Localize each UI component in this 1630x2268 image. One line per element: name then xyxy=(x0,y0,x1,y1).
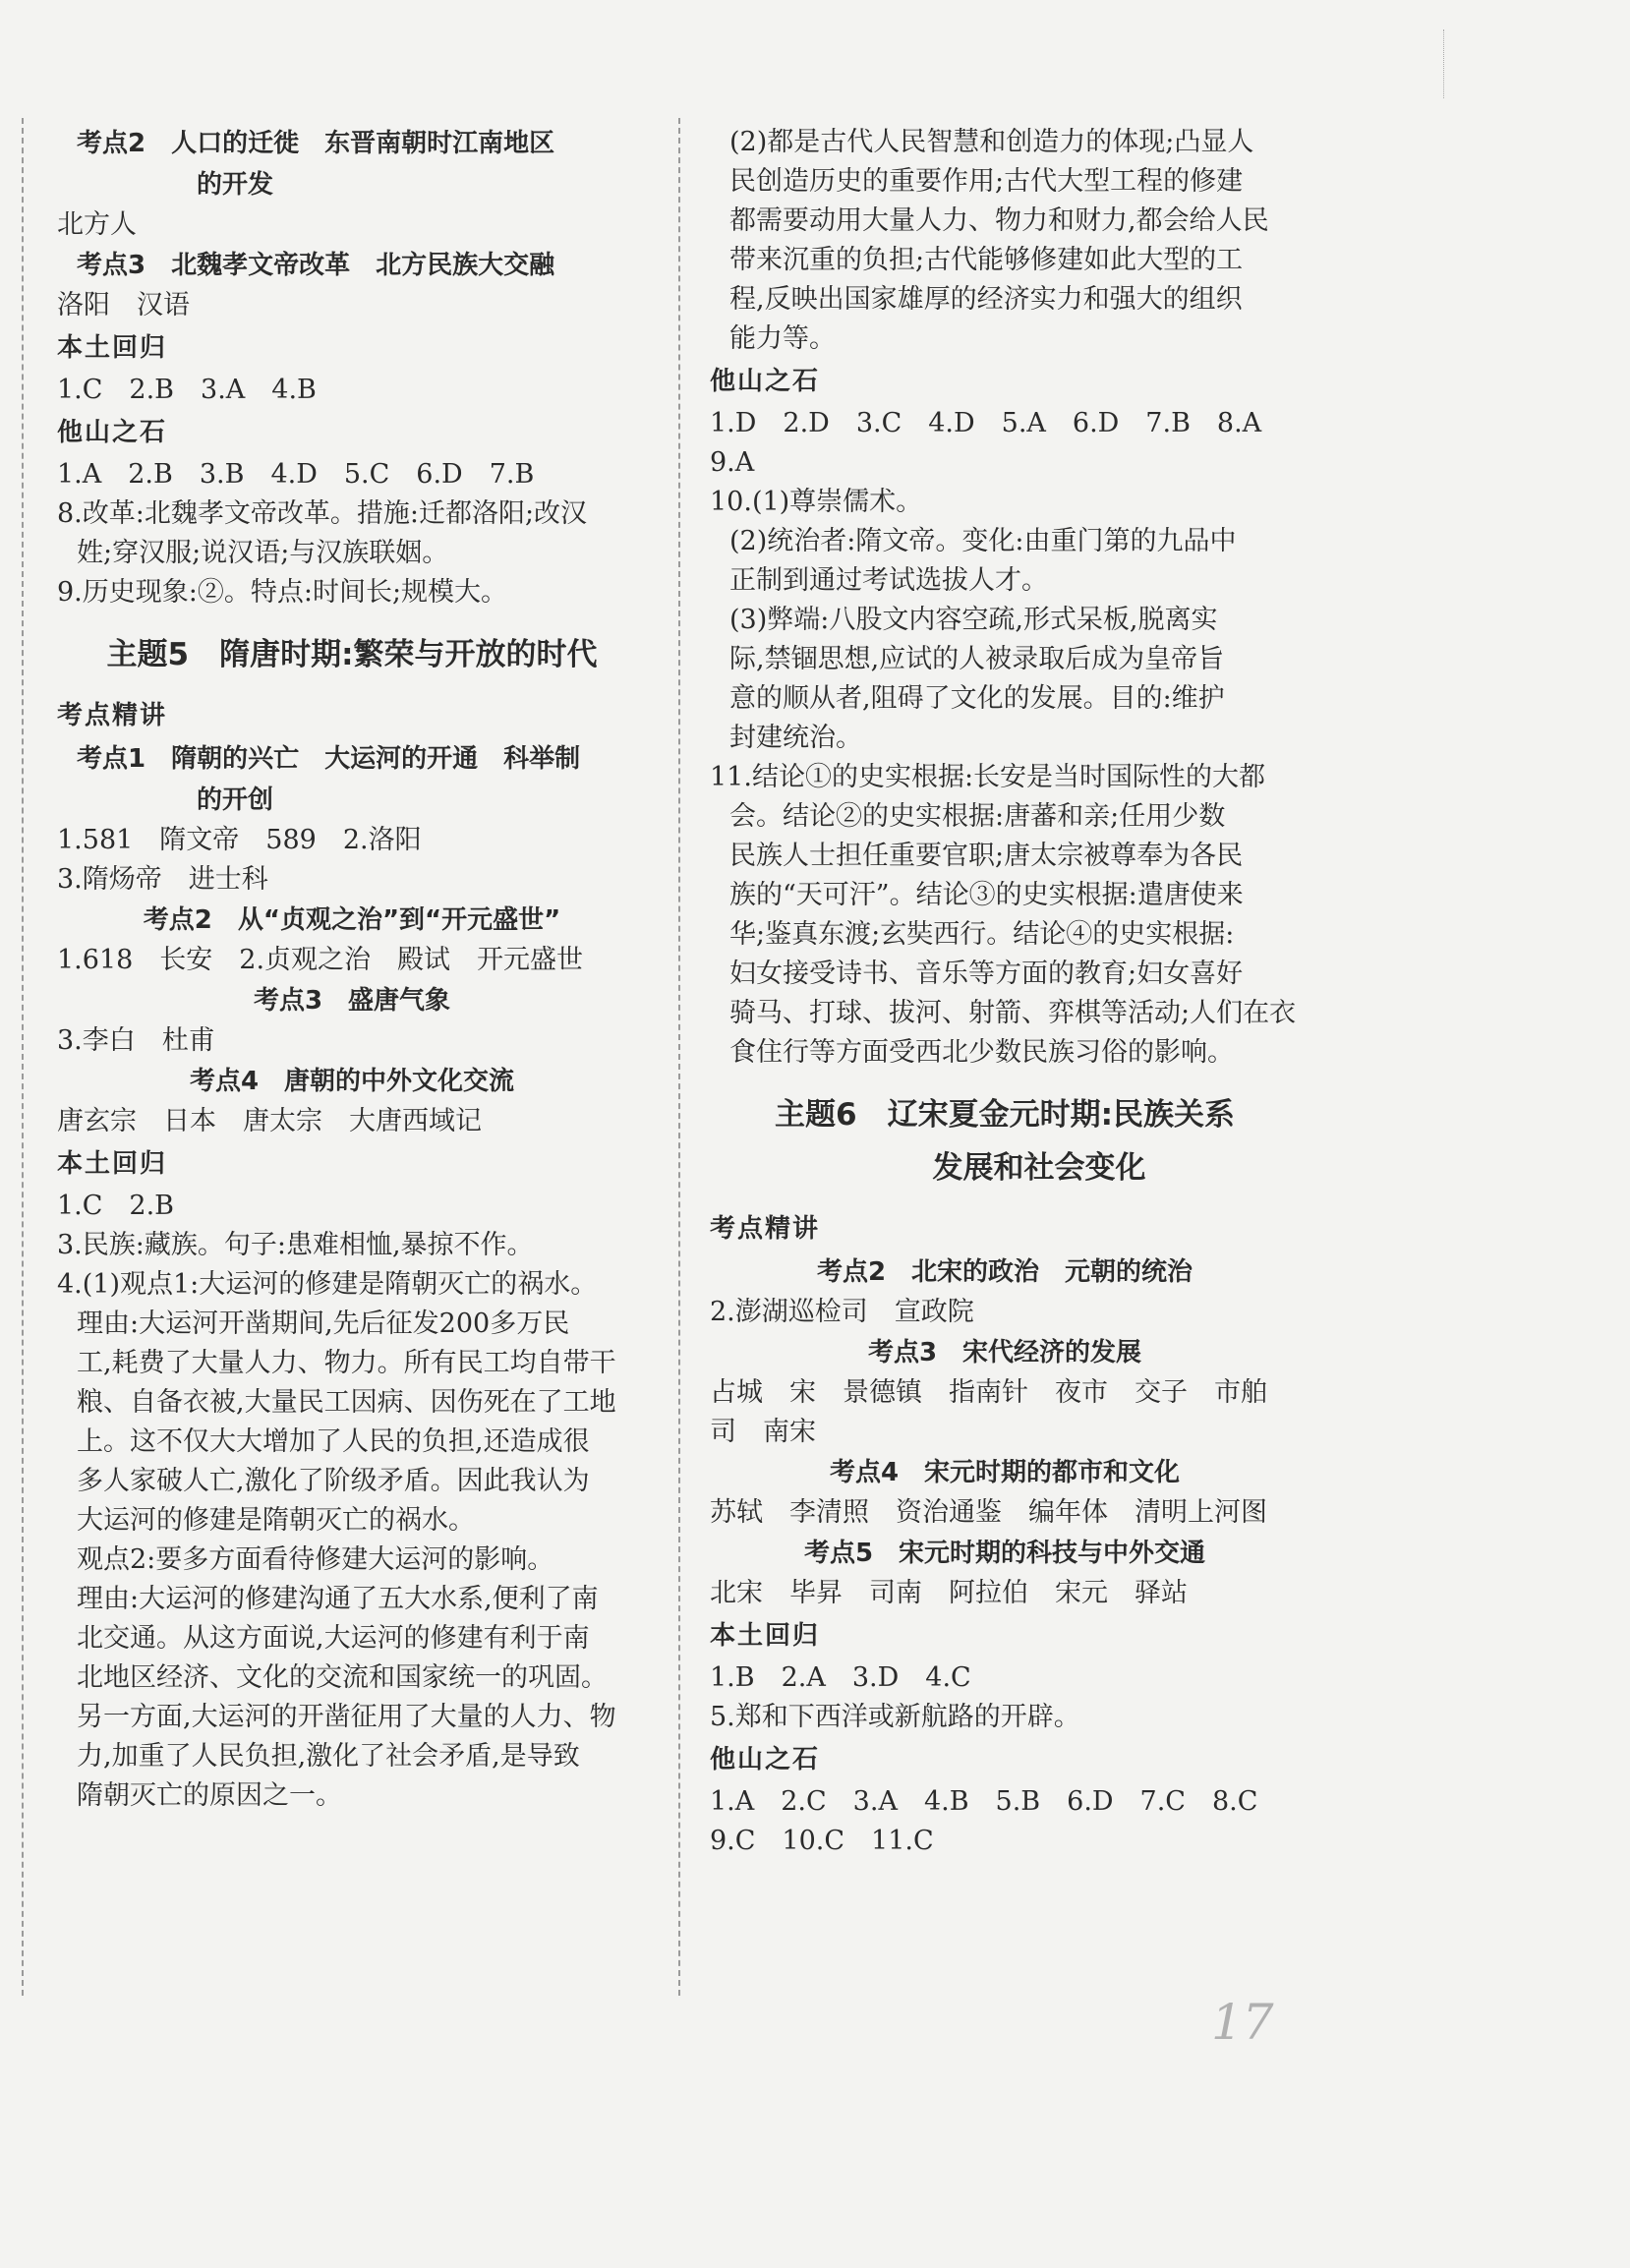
answer-line: 理由:大运河的修建沟通了五大水系,便利了南 xyxy=(77,1584,599,1614)
answer-line: 际,禁锢思想,应试的人被录取后成为皇帝旨 xyxy=(729,644,1225,674)
answer-line: 苏轼 李清照 资治通鉴 编年体 清明上河图 xyxy=(710,1497,1267,1528)
answer-line: 1.B 2.A 3.D 4.C xyxy=(710,1662,971,1693)
answer-line: 2.澎湖巡检司 宣政院 xyxy=(710,1297,974,1327)
answer-line: 封建统治。 xyxy=(729,723,862,753)
topic-title: 发展和社会变化 xyxy=(932,1150,1146,1186)
topic-title: 主题6 辽宋夏金元时期:民族关系 xyxy=(775,1097,1235,1133)
page-number: 17 xyxy=(1211,1994,1274,2051)
answer-line: 程,反映出国家雄厚的经济实力和强大的组织 xyxy=(729,284,1243,315)
section-point-heading: 考点1 隋朝的兴亡 大运河的开通 科举制 xyxy=(77,744,581,774)
answer-line: 1.A 2.C 3.A 4.B 5.B 6.D 7.C 8.C xyxy=(710,1786,1258,1817)
answer-line: 1.C 2.B 3.A 4.B xyxy=(57,375,317,405)
left-margin-rule xyxy=(22,118,24,1996)
answer-line: 食住行等方面受西北少数民族习俗的影响。 xyxy=(729,1037,1234,1068)
column-divider xyxy=(678,118,680,1996)
section-point-heading: 考点4 唐朝的中外文化交流 xyxy=(189,1067,515,1096)
topic-title: 主题5 隋唐时期:繁荣与开放的时代 xyxy=(106,637,598,672)
answer-line: 3.李白 杜甫 xyxy=(57,1025,215,1056)
answer-line: 另一方面,大运河的开凿征用了大量的人力、物 xyxy=(77,1702,616,1732)
answer-line: 1.D 2.D 3.C 4.D 5.A 6.D 7.B 8.A xyxy=(710,408,1262,438)
answer-line: 4.(1)观点1:大运河的修建是隋朝灭亡的祸水。 xyxy=(57,1269,598,1300)
section-point-heading: 考点3 盛唐气象 xyxy=(253,986,451,1016)
answer-line: 北地区经济、文化的交流和国家统一的巩固。 xyxy=(77,1662,608,1693)
answer-line: 5.郑和下西洋或新航路的开辟。 xyxy=(710,1702,1080,1732)
answer-line: 大运河的修建是隋朝灭亡的祸水。 xyxy=(77,1505,475,1536)
section-label: 本土回归 xyxy=(57,1149,168,1179)
answer-line: 司 南宋 xyxy=(710,1417,816,1447)
section-label: 本土回归 xyxy=(710,1621,821,1651)
answer-line: 民族人士担任重要官职;唐太宗被尊奉为各民 xyxy=(729,841,1244,871)
answer-line: 观点2:要多方面看待修建大运河的影响。 xyxy=(77,1544,554,1575)
section-point-heading: 考点2 人口的迁徙 东晋南朝时江南地区 xyxy=(77,129,555,158)
answer-line: 华;鉴真东渡;玄奘西行。结论④的史实根据: xyxy=(729,919,1235,950)
answer-line: 意的顺从者,阻碍了文化的发展。目的:维护 xyxy=(729,683,1225,714)
answer-line: 民创造历史的重要作用;古代大型工程的修建 xyxy=(729,166,1244,197)
answer-line: 力,加重了人民负担,激化了社会矛盾,是导致 xyxy=(77,1741,580,1772)
answer-line: (2)都是古代人民智慧和创造力的体现;凸显人 xyxy=(729,127,1254,157)
right-column xyxy=(710,123,1300,1861)
answer-line: 都需要动用大量人力、物力和财力,都会给人民 xyxy=(729,205,1269,236)
answer-line: 北方人 xyxy=(57,209,137,240)
answer-line: 多人家破人亡,激化了阶级矛盾。因此我认为 xyxy=(77,1466,590,1496)
answer-line: 骑马、打球、拔河、射箭、弈棋等活动;人们在衣 xyxy=(729,998,1297,1028)
left-column xyxy=(57,123,647,1816)
section-point-heading: 考点2 北宋的政治 元朝的统治 xyxy=(816,1257,1193,1287)
answer-line: 1.581 隋文帝 589 2.洛阳 xyxy=(57,825,422,855)
answer-line: 11.结论①的史实根据:长安是当时国际性的大都 xyxy=(710,762,1266,792)
section-label: 他山之石 xyxy=(710,367,821,396)
answer-line: (3)弊端:八股文内容空疏,形式呆板,脱离实 xyxy=(729,605,1218,635)
answer-line: 10.(1)尊崇儒术。 xyxy=(710,487,923,517)
section-point-heading: 考点4 宋元时期的都市和文化 xyxy=(829,1458,1181,1487)
answer-line: 8.改革:北魏孝文帝改革。措施:迁都洛阳;改汉 xyxy=(57,498,588,529)
answer-line: 北交通。从这方面说,大运河的修建有利于南 xyxy=(77,1623,590,1654)
section-point-heading: 考点3 宋代经济的发展 xyxy=(867,1338,1142,1367)
answer-line: 9.A xyxy=(710,447,755,478)
section-label: 考点精讲 xyxy=(57,701,168,730)
answer-line: 1.A 2.B 3.B 4.D 5.C 6.D 7.B xyxy=(57,459,535,490)
answer-line: 3.隋炀帝 进士科 xyxy=(57,864,268,895)
answer-line: 唐玄宗 日本 唐太宗 大唐西域记 xyxy=(57,1106,482,1136)
answer-line: 3.民族:藏族。句子:患难相恤,暴掠不作。 xyxy=(57,1230,534,1260)
section-label: 他山之石 xyxy=(57,418,168,447)
crop-mark xyxy=(1443,29,1444,98)
answer-line: 1.618 长安 2.贞观之治 殿试 开元盛世 xyxy=(57,945,584,975)
answer-line: 工,耗费了大量人力、物力。所有民工均自带干 xyxy=(77,1348,616,1378)
answer-line: 族的“天可汗”。结论③的史实根据:遣唐使来 xyxy=(729,880,1244,910)
section-label: 本土回归 xyxy=(57,333,168,363)
answer-line: 理由:大运河开凿期间,先后征发200多万民 xyxy=(77,1308,570,1339)
section-point-heading: 考点2 从“贞观之治”到“开元盛世” xyxy=(143,905,561,935)
answer-line: 能力等。 xyxy=(729,323,836,354)
answer-line: 正制到通过考试选拔人才。 xyxy=(729,565,1048,596)
answer-line: (2)统治者:隋文帝。变化:由重门第的九品中 xyxy=(729,526,1237,556)
section-point-heading: 考点3 北魏孝文帝改革 北方民族大交融 xyxy=(77,251,555,280)
answer-line: 9.C 10.C 11.C xyxy=(710,1826,934,1856)
section-point-heading: 的开创 xyxy=(197,785,274,815)
section-label: 考点精讲 xyxy=(710,1214,821,1244)
answer-line: 上。这不仅大大增加了人民的负担,还造成很 xyxy=(77,1426,590,1457)
answer-line: 隋朝灭亡的原因之一。 xyxy=(77,1780,342,1811)
answer-line: 会。结论②的史实根据:唐蕃和亲;任用少数 xyxy=(729,801,1226,832)
answer-line: 姓;穿汉服;说汉语;与汉族联姻。 xyxy=(77,538,449,568)
answer-line: 粮、自备衣被,大量民工因病、因伤死在了工地 xyxy=(77,1387,616,1418)
section-point-heading: 的开发 xyxy=(197,170,274,200)
section-point-heading: 考点5 宋元时期的科技与中外交通 xyxy=(803,1539,1206,1568)
answer-line: 1.C 2.B xyxy=(57,1191,175,1221)
answer-line: 带来沉重的负担;古代能够修建如此大型的工 xyxy=(729,245,1244,275)
answer-line: 妇女接受诗书、音乐等方面的教育;妇女喜好 xyxy=(729,959,1244,989)
answer-line: 9.历史现象:②。特点:时间长;规模大。 xyxy=(57,577,508,608)
answer-line: 洛阳 汉语 xyxy=(57,290,190,320)
answer-line: 占城 宋 景德镇 指南针 夜市 交子 市舶 xyxy=(710,1377,1267,1408)
section-label: 他山之石 xyxy=(710,1745,821,1774)
answer-line: 北宋 毕昇 司南 阿拉伯 宋元 驿站 xyxy=(710,1578,1188,1608)
